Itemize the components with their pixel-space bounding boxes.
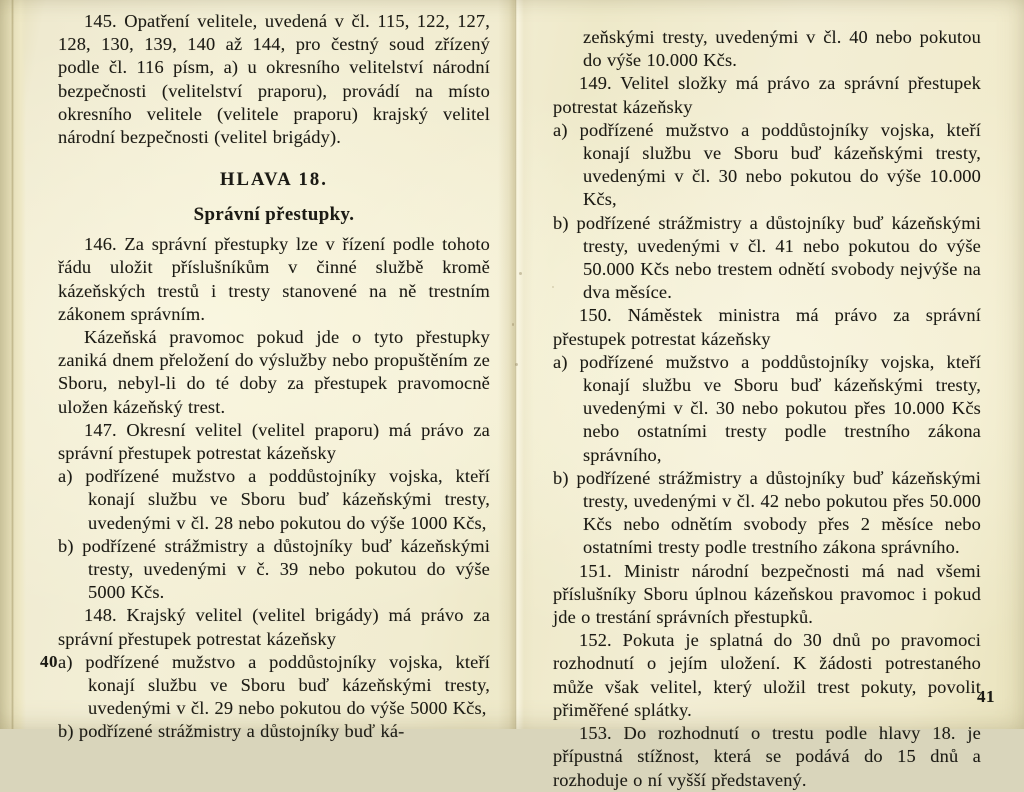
list-item-148-b: b) podřízené strážmistry a důstojníky buď ká- [58, 721, 405, 742]
paragraph-article-148-b-continuation: zeňskými tresty, uvedenými v čl. 40 nebo pokutou do výše 10.000 Kčs. [583, 27, 981, 71]
paragraph-article-150: 150. Náměstek ministra má právo za správní přestupek potrestat kázeňsky [553, 305, 981, 349]
list-item-147-b: b) podřízené strážmistry a důstojníky buď kázeňskými tresty, uvedenými v č. 39 nebo pokutou do výše 5000 Kčs. [58, 535, 490, 603]
chapter-heading: HLAVA 18. [219, 169, 329, 191]
paragraph-article-153: 153. Do rozhodnutí o trestu podle hlavy 18. je přípustná stížnost, která se podává do 15 dnů a rozhoduje o ní vyšší představený. [553, 723, 981, 790]
paragraph-article-151: 151. Ministr národní bezpečnosti má nad všemi příslušníky Sboru úplnou kázeňskou pravomoc i pokud jde o trestání správních přestupků. [553, 560, 981, 628]
list-item-149-a: a) podřízené mužstvo a poddůstojníky vojska, kteří konají službu ve Sboru buď kázeňskými tresty, uvedenými v čl. 30 nebo pokutou do výše 10.000 Kčs, [553, 119, 981, 210]
center-gutter-seam [515, 0, 516, 729]
paragraph-article-147: 147. Okresní velitel (velitel praporu) má právo za správní přestupek potrestat kázeňsky [58, 419, 490, 464]
list-item-150-a: a) podřízené mužstvo a poddůstojníky vojska, kteří konají službu ve Sboru buď kázeňskými tresty, uvedenými v čl. 30 nebo pokutou přes 10.000 Kčs nebo ostatními tresty podle trestního zákona správního, [553, 351, 981, 465]
list-item-150-b: b) podřízené strážmistry a důstojníky buď kázeňskými tresty, uvedenými v čl. 42 nebo pokutou přes 50.000 Kčs nebo odnětím svobody přes 2 měsíce nebo ostatními tresty podle trestního zákona správního. [553, 467, 981, 558]
list-item-147-a: a) podřízené mužstvo a poddůstojníky vojska, kteří konají službu ve Sboru buď kázeňskými tresty, uvedenými v čl. 28 nebo pokutou do výše 1000 Kčs, [58, 466, 490, 533]
page-number-right: 41 [977, 687, 995, 706]
paragraph-article-152: 152. Pokuta je splatná do 30 dnů po pravomoci rozhodnutí o jejím uložení. K žádosti potrestaného může však velitel, který uložil trest pokuty, povolit přiměřené splátky. [553, 630, 981, 720]
paragraph-article-146: 146. Za správní přestupky lze v řízení podle tohoto řádu uložit příslušníkům v činné službě kromě kázeňských trestů i tresty stanovené na ně trestním zákonem správním. [58, 234, 490, 324]
left-page-text-block [58, 10, 490, 744]
paragraph-article-145: 145. Opatření velitele, uvedená v čl. 115, 122, 127, 128, 130, 139, 140 až 144, pro čestný soud zřízený podle čl. 116 písm, a) u okresního velitelství národní bezpečnosti (velitelství praporu), provádí na místo okresního velitele (velitele praporu) krajský velitel národní bezpečnosti (velitel brigády). [58, 11, 490, 148]
paragraph-article-146-continuation: Kázeňská pravomoc pokud jde o tyto přestupky zaniká dnem přeložení do výslužby nebo propuštěním ze Sboru, nebyl-li do té doby za přestupek pravomocně uložen kázeňský trest. [58, 327, 490, 417]
section-heading: Správní přestupky. [193, 204, 355, 226]
right-page-text-block [553, 26, 981, 792]
page-number-left: 40 [40, 652, 58, 671]
paragraph-article-148: 148. Krajský velitel (velitel brigády) má právo za správní přestupek potrestat kázeňsky [58, 605, 490, 649]
paper-speck [512, 323, 514, 326]
paper-speck [515, 363, 518, 366]
center-gutter-shadow [498, 0, 534, 729]
left-binding-shadow [0, 0, 26, 729]
paragraph-article-149: 149. Velitel složky má právo za správní přestupek potrestat kázeňsky [553, 73, 981, 117]
left-binding-edge-line [11, 0, 14, 729]
paper-speck [519, 272, 522, 275]
list-item-148-a: a) podřízené mužstvo a poddůstojníky vojska, kteří konají službu ve Sboru buď kázeňskými tresty, uvedenými v čl. 29 nebo pokutou do výše 5000 Kčs, [58, 651, 490, 719]
list-item-149-b: b) podřízené strážmistry a důstojníky buď kázeňskými tresty, uvedenými v čl. 41 nebo pokutou do výše 50.000 Kčs nebo trestem odnětí svobody nejvýše na dva měsíce. [553, 212, 981, 303]
